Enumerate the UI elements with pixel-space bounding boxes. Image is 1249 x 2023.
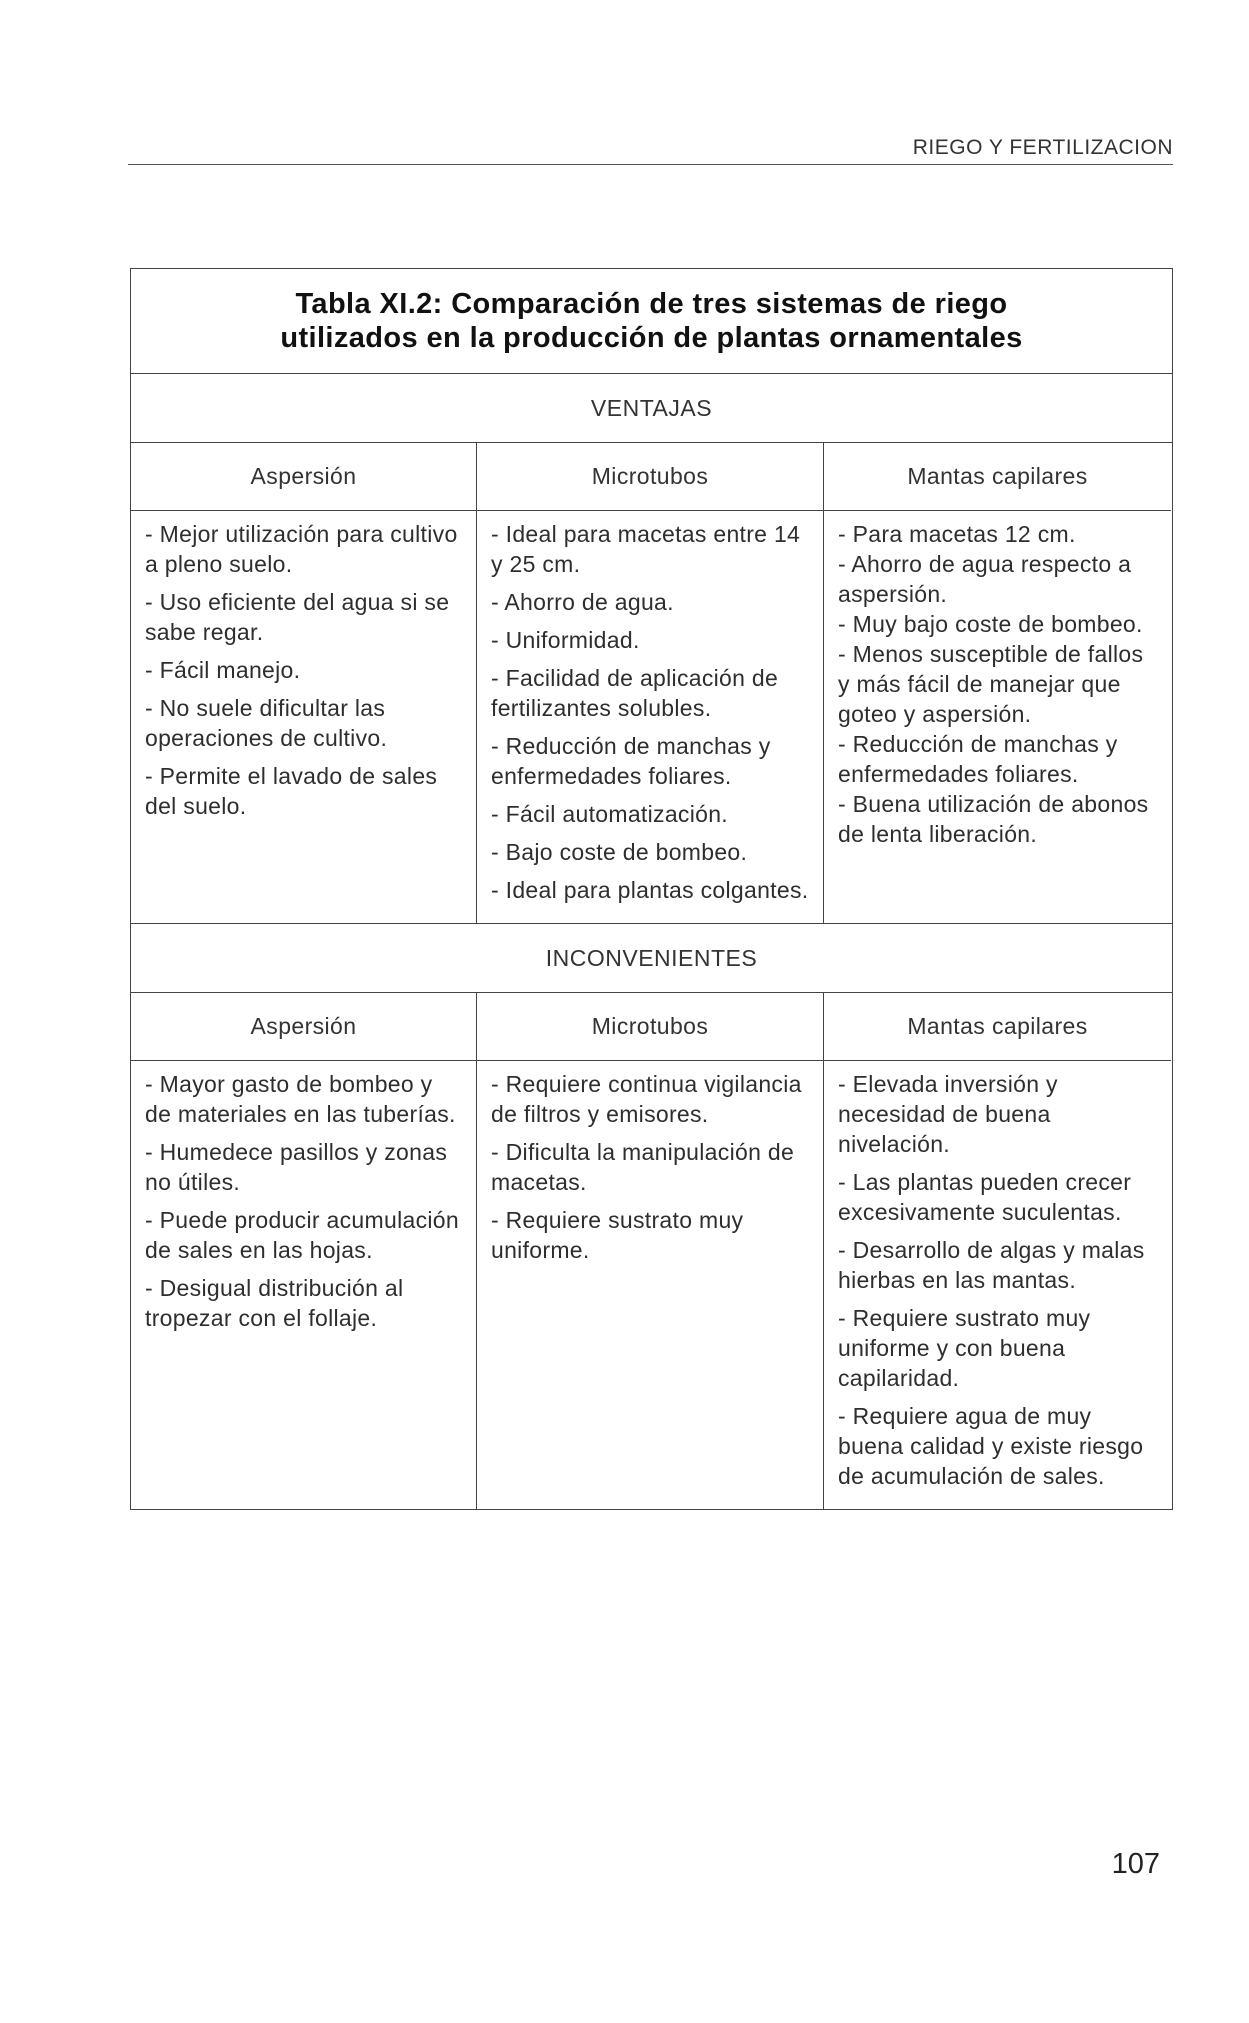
column-heading-aspersion: Aspersión xyxy=(131,443,476,511)
page-number: 107 xyxy=(1111,1848,1160,1880)
list-item: - Facilidad de aplicación de fertilizantes solubles. xyxy=(491,665,779,721)
header-rule xyxy=(128,164,1173,165)
list-item: - Ahorro de agua. xyxy=(491,589,674,615)
running-header: RIEGO Y FERTILIZACION xyxy=(912,136,1173,159)
list-item: - Ahorro de agua respecto a aspersión. xyxy=(838,551,1132,607)
list-item: - Ideal para plantas colgantes. xyxy=(491,877,809,903)
list-item: - Muy bajo coste de bombeo. xyxy=(838,611,1143,637)
list-item: - Humedece pasillos y zonas no útiles. xyxy=(145,1139,448,1195)
column-body xyxy=(477,511,823,923)
list-item: - Desarrollo de algas y malas hierbas en las mantas. xyxy=(838,1237,1145,1293)
column-body xyxy=(824,511,1171,923)
inconvenientes-column-mantas-capilares xyxy=(823,993,1171,1509)
list-item: - Menos susceptible de fallos y más fácil de manejar que goteo y aspersión. xyxy=(838,641,1144,727)
ventajas-column-aspersion xyxy=(131,443,476,923)
section-heading-ventajas: VENTAJAS xyxy=(131,374,1172,443)
list-item: - Buena utilización de abonos de lenta liberación. xyxy=(838,791,1149,847)
ventajas-column-mantas-capilares xyxy=(823,443,1171,923)
list-item: - Mejor utilización para cultivo a pleno suelo. xyxy=(145,521,458,577)
list-item: - Reducción de manchas y enfermedades foliares. xyxy=(491,733,771,789)
column-heading-microtubos: Microtubos xyxy=(477,993,823,1061)
table-title-line-1: Tabla XI.2: Comparación de tres sistemas de riego xyxy=(295,288,1008,320)
inconvenientes-column-aspersion xyxy=(131,993,476,1509)
inconvenientes-column-microtubos xyxy=(476,993,823,1509)
table-title xyxy=(131,269,1172,374)
list-item: - Requiere sustrato muy uniforme. xyxy=(491,1207,744,1263)
list-item: - Requiere sustrato muy uniforme y con buena capilaridad. xyxy=(838,1305,1091,1391)
column-heading-aspersion: Aspersión xyxy=(131,993,476,1061)
inconvenientes-columns xyxy=(131,993,1172,1509)
column-heading-mantas-capilares: Mantas capilares xyxy=(824,443,1171,511)
list-item: - Desigual distribución al tropezar con el follaje. xyxy=(145,1275,404,1331)
list-item: - Uso eficiente del agua si se sabe regar. xyxy=(145,589,450,645)
list-item: - Fácil manejo. xyxy=(145,657,301,683)
column-body xyxy=(477,1061,823,1509)
list-item: - Permite el lavado de sales del suelo. xyxy=(145,763,438,819)
list-item: - Reducción de manchas y enfermedades foliares. xyxy=(838,731,1118,787)
ventajas-columns xyxy=(131,443,1172,923)
list-item: - Para macetas 12 cm. xyxy=(838,521,1076,547)
list-item: - Requiere continua vigilancia de filtros y emisores. xyxy=(491,1071,802,1127)
column-heading-microtubos: Microtubos xyxy=(477,443,823,511)
list-item: - Uniformidad. xyxy=(491,627,640,653)
section-heading-inconvenientes: INCONVENIENTES xyxy=(131,923,1172,993)
list-item: - Las plantas pueden crecer excesivamente suculentas. xyxy=(838,1169,1132,1225)
list-item: - No suele dificultar las operaciones de cultivo. xyxy=(145,695,388,751)
comparison-table xyxy=(130,268,1173,1510)
list-item: - Elevada inversión y necesidad de buena nivelación. xyxy=(838,1071,1058,1157)
list-item: - Ideal para macetas entre 14 y 25 cm. xyxy=(491,521,801,577)
table-title-line-2: utilizados en la producción de plantas ornamentales xyxy=(280,322,1023,354)
column-body xyxy=(131,511,476,923)
ventajas-column-microtubos xyxy=(476,443,823,923)
column-heading-mantas-capilares: Mantas capilares xyxy=(824,993,1171,1061)
list-item: - Requiere agua de muy buena calidad y existe riesgo de acumulación de sales. xyxy=(838,1403,1144,1489)
column-body xyxy=(824,1061,1171,1509)
column-body xyxy=(131,1061,476,1509)
list-item: - Dificulta la manipulación de macetas. xyxy=(491,1139,795,1195)
list-item: - Puede producir acumulación de sales en las hojas. xyxy=(145,1207,459,1263)
list-item: - Bajo coste de bombeo. xyxy=(491,839,748,865)
list-item: - Fácil automatización. xyxy=(491,801,728,827)
list-item: - Mayor gasto de bombeo y de materiales en las tuberías. xyxy=(145,1071,456,1127)
